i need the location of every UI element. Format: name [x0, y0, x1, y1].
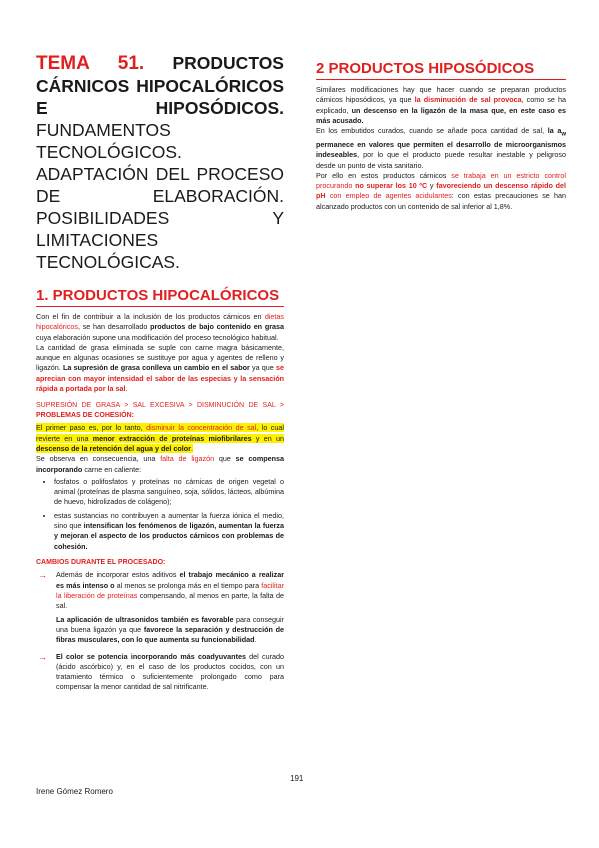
section1-paragraph-3: El primer paso es, por lo tanto, disminuir la concentración de sal, lo cual revierte en una menor extracción de proteínas miofibrilares y en un descenso de la retención del agua y del color. — [36, 423, 284, 453]
section1-paragraph-1: Con el fin de contribuir a la inclusión de los productos cárnicos en dietas hipocalóricos, se han desarrollado productos de bajo contenido en grasa cuya elaboración supone una modificación del proceso tecnológico habitual. — [36, 312, 284, 342]
list-item: → Además de incorporar estos aditivos el trabajo mecánico a realizar es más intenso o al menos se prolonga más en el tiempo para facilitar la liberación de proteínas compensando, al menos en parte, la falta de sal. La aplicación de ultrasonidos también es favorable para conseguir una buena ligazón ya que favorece la separación y destrucción de fibras musculares, con lo que aumenta su funcionabilidad. — [38, 570, 285, 645]
title-line-7b: ELABORACIÓN. — [152, 186, 284, 206]
title-line-10: TECNOLÓGICAS. — [36, 252, 180, 272]
author-name: Irene Gómez Romero — [36, 787, 113, 796]
section1-paragraph-2: La cantidad de grasa eliminada se suple con carne magra básicamente, aunque en algunas ocasiones se sustituye por agua y agentes de relleno y ligazón. La supresión de grasa conlleva un cambio en el sabor ya que se aprecian con mayor intensidad el sabor de las especias y la sensación rápida a portada por la sal. — [36, 342, 284, 394]
additives-list — [36, 477, 284, 552]
tema-number: TEMA 51. — [36, 53, 145, 74]
page-title — [36, 52, 284, 273]
arrow-right-icon: → — [38, 570, 47, 581]
cohesion-chain: SUPRESIÓN DE GRASA > SAL EXCESIVA > DISMINUCIÓN DE SAL > PROBLEMAS DE COHESIÓN: — [36, 402, 284, 419]
section2-paragraph-1: Similares modificaciones hay que hacer cuando se preparan productos cárnicos hiposódicos, ya que la disminución de sal provoca, como se ha explicado, un descenso en la ligazón de la masa que, en este caso es más acusado. — [316, 85, 567, 125]
title-line-7a: DE — [36, 186, 61, 206]
section2-heading: 2 PRODUCTOS HIPOSÓDICOS — [316, 60, 566, 80]
section2-paragraph-2: En los embutidos curados, cuando se añade poca cantidad de sal, la $a_w$ permanece en valores que permiten el desarrollo de microorganismos indeseables, por lo que el producto puede resultar inestable y peligroso desde un punto de vista sanitario. — [316, 126, 566, 170]
title-line-8a: POSIBILIDADES — [36, 208, 170, 228]
title-line-9: LIMITACIONES — [36, 230, 159, 250]
cambios-heading: CAMBIOS DURANTE EL PROCESADO: — [36, 558, 166, 566]
title-line-8b: Y — [272, 208, 284, 228]
list-item: → El color se potencia incorporando más coadyuvantes del curado (ácido ascórbico) y, en el caso de los productos cocidos, con un tratamiento térmico o suficientemente prolongado como para compensar la menor cantidad de sal nitrificante. — [38, 651, 284, 692]
right-column — [316, 60, 566, 212]
list-item: • estas sustancias no contribuyen a aumentar la fuerza iónica el medio, sino que intensifican los fenómenos de ligazón, aumentan la fuerza y mejoran el aspecto de los productos cárnicos con problemas de cohesión. — [54, 511, 284, 552]
title-line-5: TECNOLÓGICOS. — [36, 142, 182, 162]
title-line-3a: E — [36, 98, 48, 118]
section2-paragraph-3: Por ello en estos productos cárnicos se trabaja en un estricto control procurando no superar los 10 ºC y favoreciendo un descenso rápido del pH con empleo de agentes acidulantes: con estas precauciones se han alcanzado productos con un contenido de sal inferior al 1,8%. — [316, 170, 567, 211]
section1-heading: 1. PRODUCTOS HIPOCALÓRICOS — [36, 287, 284, 307]
title-line-4: FUNDAMENTOS — [36, 120, 171, 140]
title-line-6: ADAPTACIÓN DEL PROCESO — [36, 164, 284, 184]
page-number: 191 — [290, 774, 304, 783]
title-line-1: PRODUCTOS — [172, 53, 284, 73]
list-item: • fosfatos o polifosfatos y proteínas no cárnicas de origen vegetal o animal (proteínas de plasma sanguíneo, soja, sólidos, lácteos, albúmina de huevo, hidrolizados de colágeno); — [54, 477, 284, 508]
arrow-right-icon: → — [38, 651, 47, 662]
title-line-3b: HIPOSÓDICOS. — [155, 98, 284, 118]
section1-paragraph-4: Se observa en consecuencia, una falta de ligazón que se compensa incorporando carne en caliente: — [36, 454, 284, 474]
left-column — [36, 52, 284, 697]
title-line-2: CÁRNICOS HIPOCALÓRICOS — [36, 76, 284, 96]
